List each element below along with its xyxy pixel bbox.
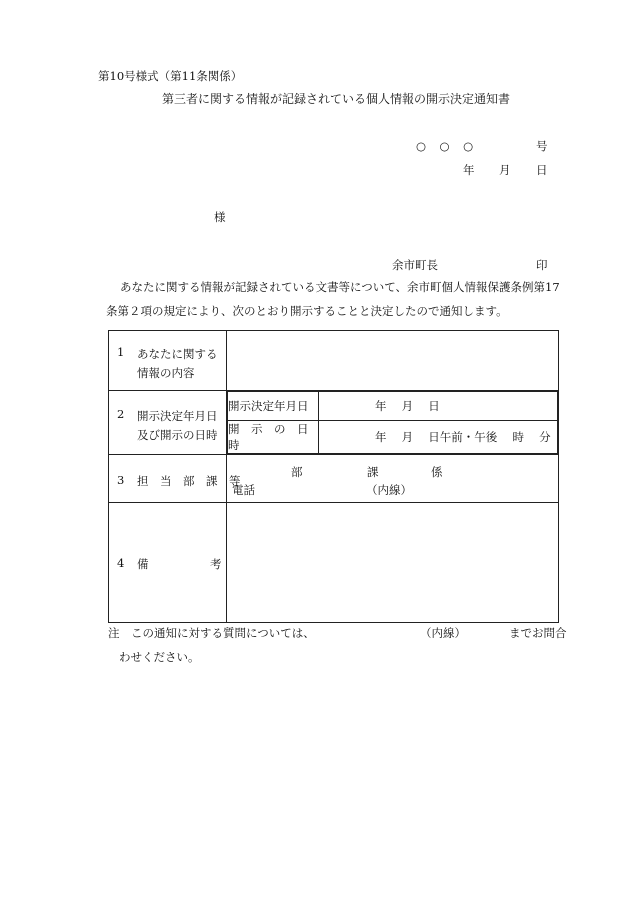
body-text-line-2: 条第２項の規定により、次のとおり開示することと決定したので通知します。 (106, 304, 508, 318)
note-line-2: わせください。 (119, 650, 200, 664)
disclosure-schedule-value: 年 月 日午前・午後 時 分 (319, 421, 558, 454)
row-1-label: あなたに関する 情報の内容 (137, 347, 218, 380)
body-text-line-1: あなたに関する情報が記録されている文書等について、余市町個人情報保護条例第17 (120, 280, 560, 294)
remarks-label-left: 備 (137, 557, 149, 571)
row-4-label-cell (109, 503, 227, 623)
row-3-value-cell (227, 455, 559, 503)
row-2-label-cell (109, 391, 227, 455)
row-1-value-cell (227, 331, 559, 391)
unit-label: 係 (431, 465, 443, 479)
disclosure-date-subtable (227, 391, 558, 454)
date-year: 年 (463, 163, 475, 177)
disclosure-schedule-key: 開 示 の 日 時 (228, 422, 320, 452)
row-3-label: 担 当 部 課 等 (137, 474, 241, 488)
decision-date-value: 年 月 日 (319, 392, 558, 421)
extension-label: （内線） (366, 483, 412, 497)
row-1-number: 1 (117, 345, 125, 359)
addressee-honorific: 様 (214, 210, 226, 224)
decision-date-key: 開示決定年月日 (228, 392, 319, 421)
remarks-label-right: 考 (210, 557, 222, 571)
section-label: 課 (367, 465, 379, 479)
row-1-label-cell (109, 331, 227, 391)
reference-number-suffix: 号 (536, 139, 548, 153)
row-3-number: 3 (117, 473, 125, 487)
row-2-label: 開示決定年月日 及び開示の日時 (137, 409, 218, 442)
note-line-1-suffix: までお問合 (509, 626, 567, 640)
disclosure-details-table (108, 330, 559, 623)
note-mark: 注 (108, 626, 120, 640)
seal-mark: 印 (536, 258, 548, 272)
note-line-1-extension: （内線） (420, 626, 466, 640)
note-line-1-prefix: この通知に対する質問については、 (131, 626, 315, 640)
row-2-number: 2 (117, 407, 125, 421)
document-title: 第三者に関する情報が記録されている個人情報の開示決定通知書 (162, 92, 511, 106)
date-day: 日 (536, 163, 548, 177)
row-2-value-cell (227, 391, 559, 455)
sender-name: 余市町長 (392, 258, 438, 272)
phone-label: 電話 (232, 483, 255, 497)
remarks-value-cell (227, 503, 559, 623)
reference-number-marks: ○ ○ ○ (416, 139, 475, 153)
form-number: 第10号様式（第11条関係） (98, 69, 243, 83)
date-month: 月 (499, 163, 511, 177)
row-4-number: 4 (117, 556, 125, 570)
department-label: 部 (291, 465, 303, 479)
row-3-label-cell (109, 455, 241, 503)
